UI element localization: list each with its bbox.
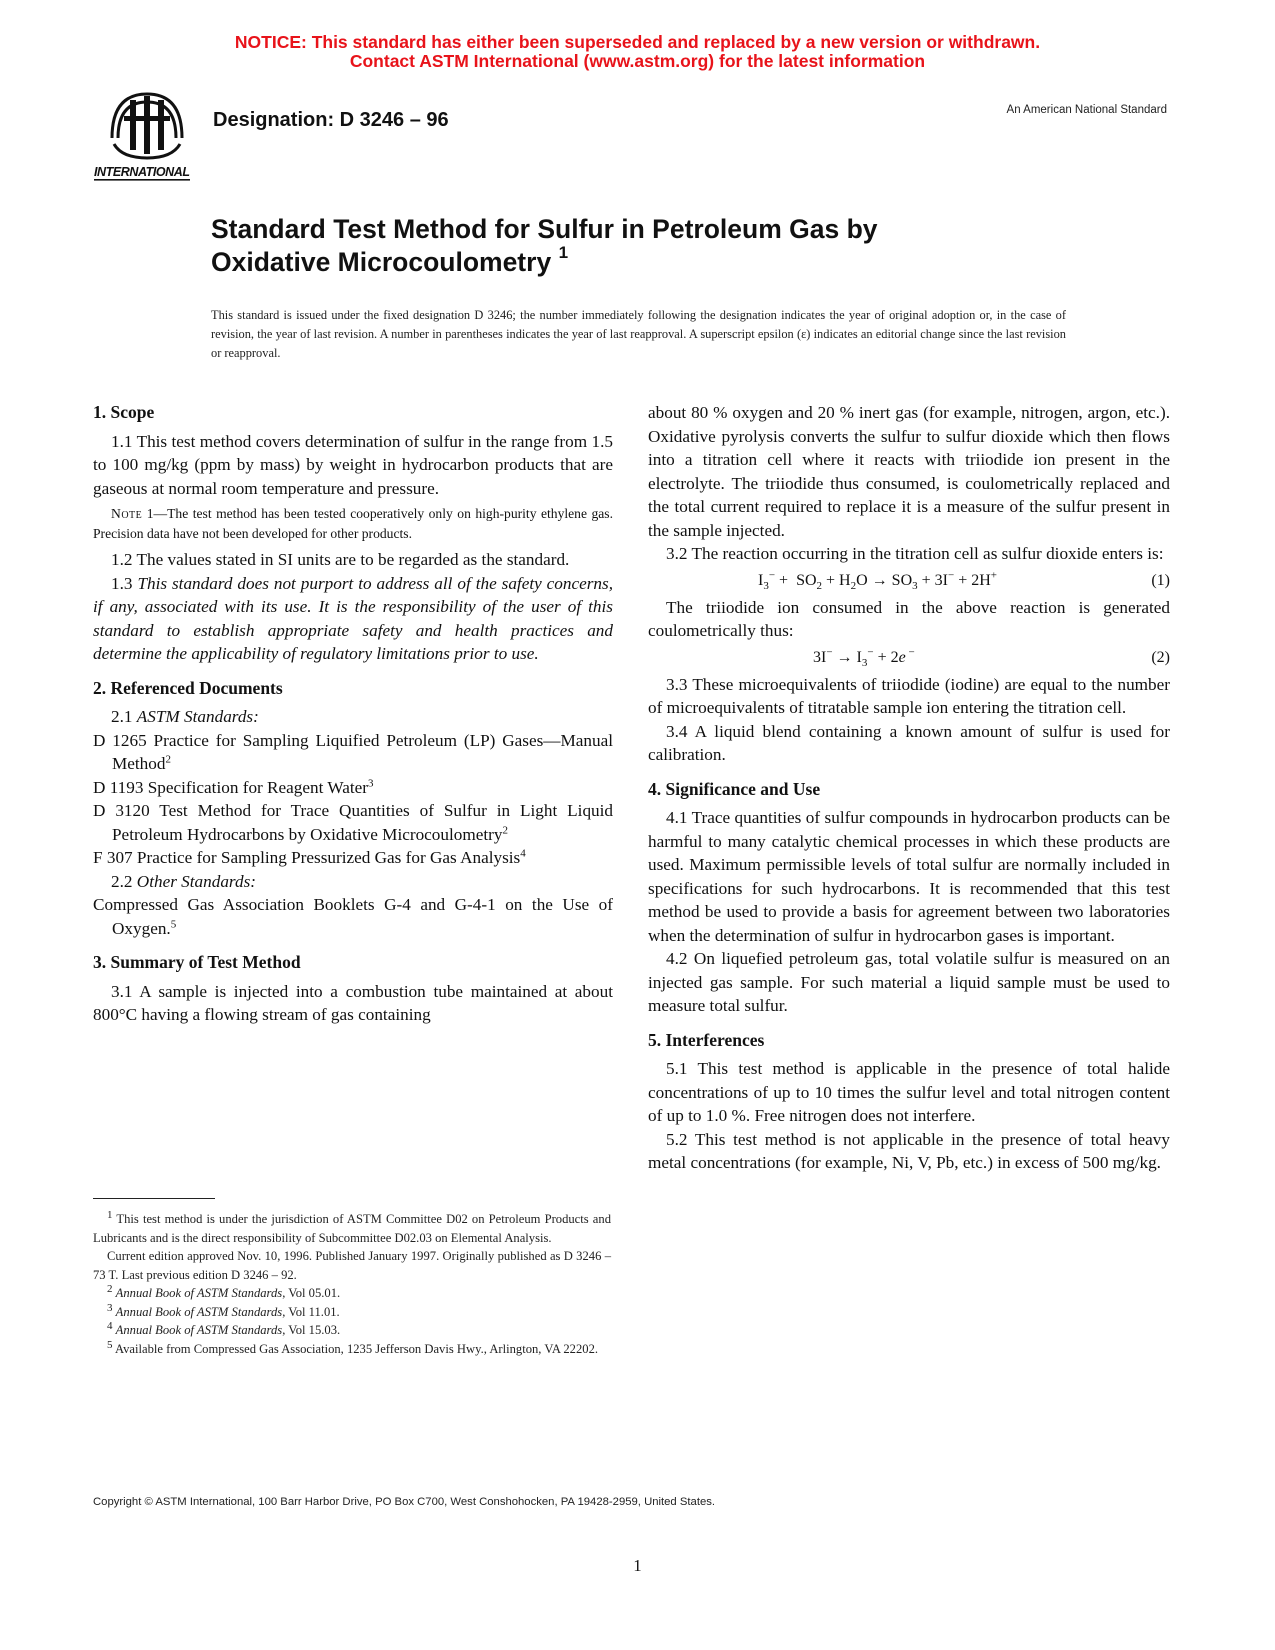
- notice-line-2: Contact ASTM International (www.astm.org) for the latest information: [349, 51, 926, 71]
- ref-d1193: D 1193 Specification for Reagent Water$^3$: [93, 776, 374, 797]
- ref-cga-g4: Compressed Gas Association Booklets G-4 and G-4-1 on the Use of Oxygen.$^5$: [93, 895, 613, 938]
- footnote-1: $^1$ This test method is under the jurisdiction of ASTM Committee D02 on Petroleum Products and Lubricants and is the direct responsibility of Subcommittee D02.03 on Elemental Analysis.: [93, 1208, 611, 1245]
- heading-referenced-documents: 2. Referenced Documents: [93, 677, 283, 698]
- equation-1-number: (1): [1151, 571, 1170, 589]
- other-standards-label: 2.2 Other Standards:: [111, 871, 256, 891]
- footnote-1-edition: Current edition approved Nov. 10, 1996. Published January 1997. Originally published as D 3246 – 73 T. Last previous edition D 3246 – 92.: [93, 1249, 611, 1282]
- page-number: 1: [633, 1556, 642, 1575]
- footnote-4: $^4$ Annual Book of ASTM Standards, Vol 15.03.: [107, 1319, 341, 1337]
- notice-line-1: NOTICE: This standard has either been superseded and replaced by a new version or withdrawn.: [234, 32, 1041, 52]
- ref-f307: F 307 Practice for Sampling Pressurized Gas for Gas Analysis$^4$: [93, 847, 526, 867]
- national-standard-label: An American National Standard: [1006, 104, 1167, 116]
- para-1-2: 1.2 The values stated in SI units are to be regarded as the standard.: [111, 550, 570, 569]
- title-line-1: Standard Test Method for Sulfur in Petroleum Gas by: [211, 214, 878, 244]
- left-column: [93, 401, 613, 1027]
- para-5-1: 5.1 This test method is applicable in the presence of total halide concentrations of up to 10 times the sulfur level and total nitrogen content of up to 1.0 %. Free nitrogen does not interfere.: [648, 1059, 1170, 1125]
- ref-d1265: D 1265 Practice for Sampling Liquified Petroleum (LP) Gases—Manual Method$^2$: [93, 730, 613, 773]
- designation: Designation: D 3246 – 96: [213, 109, 449, 131]
- heading-scope: 1. Scope: [93, 402, 155, 422]
- title-footnote-mark: 1: [558, 243, 569, 263]
- right-column: [648, 401, 1170, 1175]
- equation-1: [648, 566, 1170, 596]
- footnote-5: $^5$ Available from Compressed Gas Association, 1235 Jefferson Davis Hwy., Arlington, VA 22202.: [107, 1338, 599, 1356]
- para-3-2: 3.2 The reaction occurring in the titration cell as sulfur dioxide enters is:: [666, 544, 1164, 563]
- issued-notice: This standard is issued under the fixed designation D 3246; the number immediately following the designation indicates the year of original adoption or, in the case of revision, the year of last revision. A number in parentheses indicates the year of last reapproval. A superscript epsilon (ε) indicates an editorial change since the last revision or reapproval.: [211, 308, 1066, 360]
- para-3-4: 3.4 A liquid blend containing a known amount of sulfur is used for calibration.: [648, 721, 1170, 764]
- para-4-2: 4.2 On liquefied petroleum gas, total volatile sulfur is measured on an injected gas sample. For such material a liquid sample must be used to measure total sulfur.: [648, 949, 1170, 1015]
- equation-2-number: (2): [1151, 648, 1170, 666]
- astm-logo: [92, 86, 202, 186]
- para-3-2-continued: The triiodide ion consumed in the above reaction is generated coulometrically thus:: [648, 597, 1170, 640]
- para-3-1-start: 3.1 A sample is injected into a combustion tube maintained at about 800°C having a flowing stream of gas containing: [93, 981, 613, 1024]
- para-4-1: 4.1 Trace quantities of sulfur compounds in hydrocarbon products can be harmful to many catalytic chemical processes in which these products are used. Maximum permissible levels of total sulfur are normally included in specifications for such hydrocarbons. It is recommended that this test method be used to provide a basis for agreement between two laboratories when the determination of sulfur in hydrocarbon gases is important.: [648, 808, 1170, 945]
- para-1-3: 1.3 This standard does not purport to address all of the safety concerns, if any, associated with its use. It is the responsibility of the user of this standard to establish appropriate safety and health practices and determine the applicability of regulatory limitations prior to use.: [93, 573, 614, 663]
- equation-1-expression: $I_3^- + SO_2 + H_2O \to SO_3 + 3I^- + 2H^+$: [758, 569, 997, 592]
- para-3-1-continued: about 80 % oxygen and 20 % inert gas (for example, nitrogen, argon, etc.). Oxidative pyrolysis converts the sulfur to sulfur dioxide which then flows into a titration cell where it reacts with triiodide ion present in the electrolyte. The triiodide thus consumed, is coulometrically replaced and the total current required to replace it is a measure of the sulfur present in the sample injected.: [648, 403, 1170, 540]
- footnote-2: $^2$ Annual Book of ASTM Standards, Vol 05.01.: [107, 1282, 341, 1300]
- logo-wordmark: INTERNATIONAL: [94, 165, 190, 179]
- astm-standards-label: 2.1 ASTM Standards:: [111, 707, 259, 726]
- heading-summary: 3. Summary of Test Method: [93, 952, 301, 972]
- equation-2-expression: $3I^- \to I_3^- + 2e$ −: [813, 646, 915, 669]
- ref-d3120: D 3120 Test Method for Trace Quantities of Sulfur in Light Liquid Petroleum Hydrocarbons by Oxidative Microcoulometry$^2$: [93, 801, 613, 844]
- document-title: [211, 213, 1111, 279]
- para-5-2: 5.2 This test method is not applicable in the presence of total heavy metal concentrations (for example, Ni, V, Pb, etc.) in excess of 500 mg/kg.: [648, 1129, 1170, 1172]
- title-line-2: Oxidative Microcoulometry $^1$: [211, 243, 569, 277]
- notice-banner: [0, 33, 1275, 71]
- footnote-divider: [93, 1198, 215, 1199]
- heading-significance: 4. Significance and Use: [648, 778, 821, 799]
- copyright: Copyright © ASTM International, 100 Barr Harbor Drive, PO Box C700, West Conshohocken, PA 19428-2959, United States.: [93, 1496, 716, 1508]
- equation-2: [648, 643, 1170, 673]
- para-1-1: 1.1 This test method covers determination of sulfur in the range from 1.5 to 100 mg/kg (ppm by mass) by weight in hydrocarbon products that are gaseous at normal room temperature and pressure.: [93, 431, 613, 498]
- footnotes: [93, 1210, 611, 1358]
- note-label: Note: [111, 506, 143, 521]
- para-3-3: 3.3 These microequivalents of triiodide (iodine) are equal to the number of microequivalents of titratable sample ion entering the titration cell.: [648, 674, 1170, 717]
- note-1: Note 1—The test method has been tested cooperatively only on high-purity ethylene gas. Precision data have not been developed for other products.: [93, 506, 613, 541]
- heading-interferences: 5. Interferences: [648, 1029, 765, 1050]
- footnote-3: $^3$ Annual Book of ASTM Standards, Vol 11.01.: [107, 1301, 340, 1319]
